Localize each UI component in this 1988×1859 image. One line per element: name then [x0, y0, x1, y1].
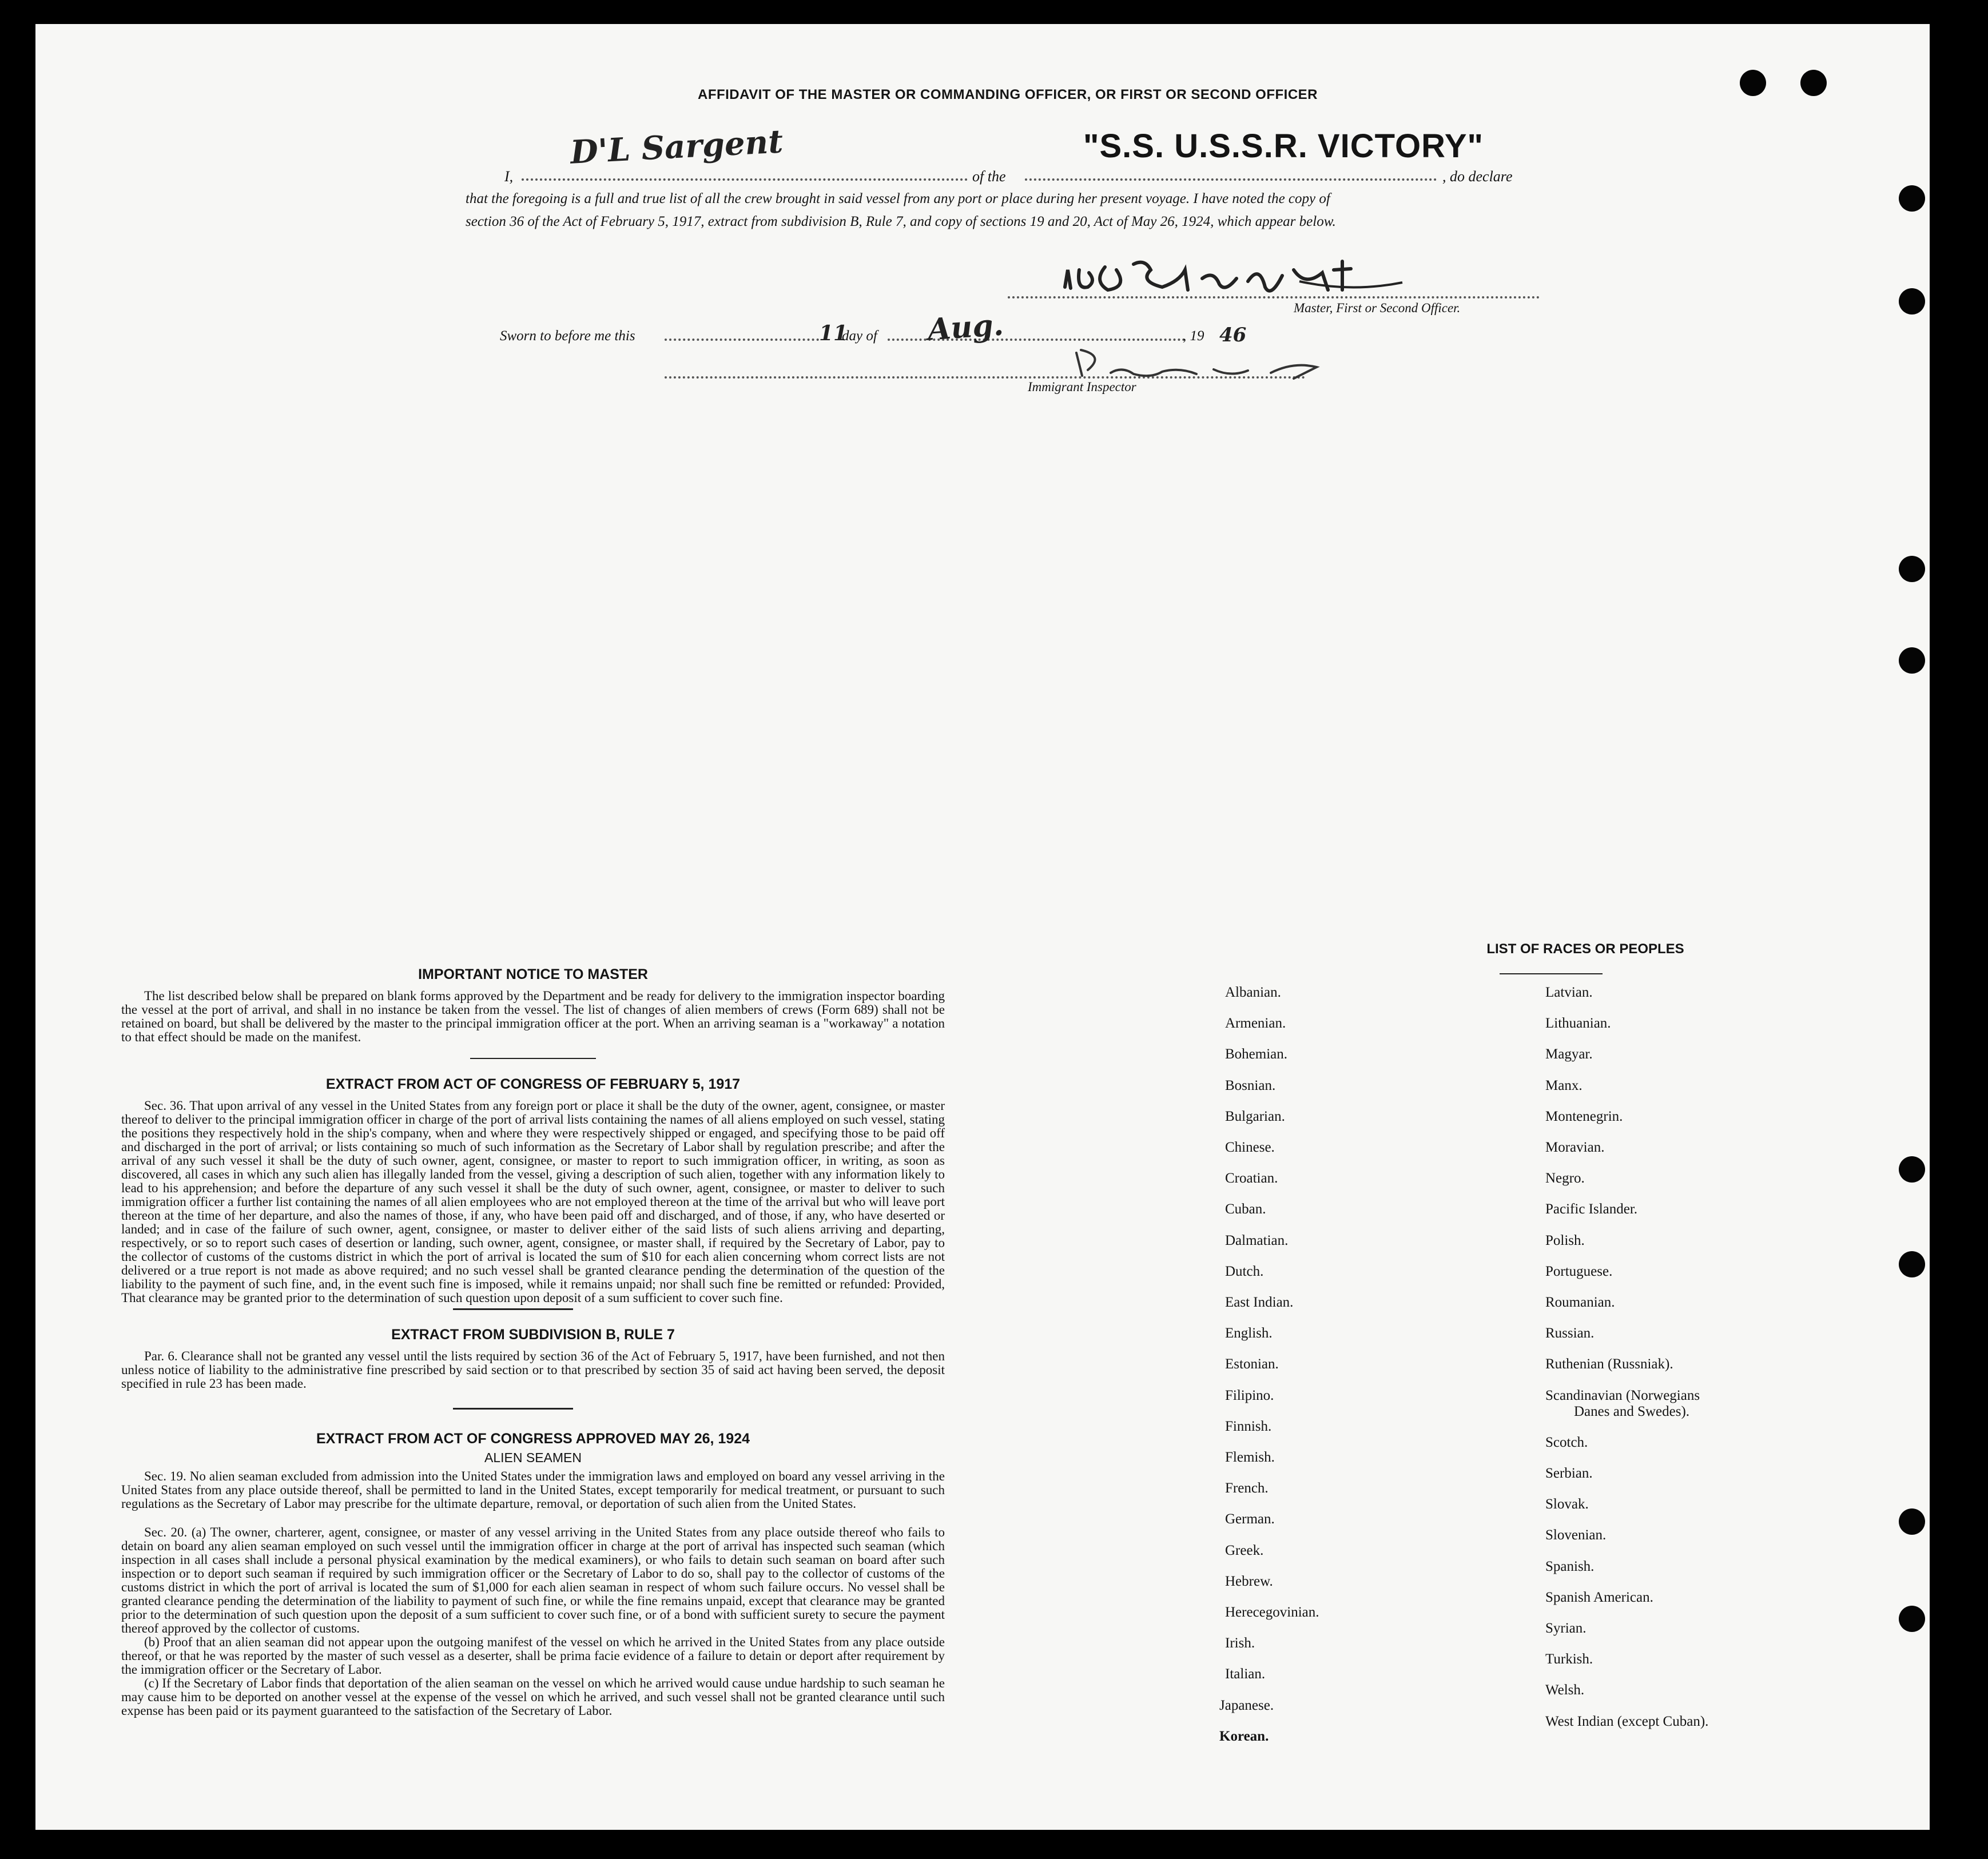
- punch-hole: [1899, 185, 1925, 212]
- race-item: Korean.: [1219, 1728, 1269, 1744]
- day-of-label: day of: [842, 328, 877, 344]
- race-item: Estonian.: [1225, 1356, 1279, 1372]
- race-item: Dutch.: [1225, 1263, 1264, 1279]
- name-dotted-line: [522, 178, 968, 181]
- race-item: Magyar.: [1545, 1046, 1593, 1062]
- races-title: LIST OF RACES OR PEOPLES: [1486, 941, 1684, 957]
- race-item: Polish.: [1545, 1232, 1585, 1248]
- race-item: Japanese.: [1219, 1697, 1274, 1713]
- race-item: Spanish.: [1545, 1558, 1595, 1574]
- race-item: Italian.: [1225, 1666, 1266, 1682]
- master-caption: Master, First or Second Officer.: [1294, 301, 1461, 315]
- extract-1924-sec20a: Sec. 20. (a) The owner, charterer, agent, consignee, or master of any vessel arriving in the United States from any place outside thereof who fails to detain on board any alien seaman employed on such vessel until the immigration officer in charge at the port of arrival has inspected such seaman (which inspection in all cases shall include a personal physical examination by the medical examiners), or who fails to detain such seaman on board after such inspection or to deport such seaman if required by such immigration officer or the Secretary of Labor to do so, shall pay to the collector of customs of the customs district in which the port of arrival is located the sum of $1,000 for each alien seaman in respect of whom such failure occurs. No vessel shall be granted clearance pending the determination of the liability to payment of such fine, or while the fine remains unpaid, except that clearance may be granted prior to the determination of such question upon the deposit of a sum sufficient to cover such fine, or of a bond with sufficient surety to secure the payment thereof approved by the collector of customs.: [121, 1525, 945, 1635]
- of-the-label: of the: [972, 168, 1006, 185]
- race-item: Flemish.: [1225, 1450, 1275, 1465]
- race-item: Russian.: [1545, 1325, 1595, 1341]
- do-declare-label: , do declare: [1442, 168, 1513, 185]
- extract-rule7-text: Par. 6. Clearance shall not be granted any vessel until the lists required by section 36 of the Act of February 5, 1917, have been furnished, and not then unless notice of liability to the administrative fine prescribed by said section or to that prescribed by section 35 of said act having been served, the deposit specified in rule 23 has been made.: [121, 1349, 945, 1391]
- race-item: Slovenian.: [1545, 1527, 1607, 1543]
- race-item: Bohemian.: [1225, 1046, 1288, 1062]
- race-item: Portuguese.: [1545, 1263, 1613, 1279]
- punch-hole: [1740, 70, 1766, 96]
- race-item: Chinese.: [1225, 1140, 1275, 1155]
- race-item: Slovak.: [1545, 1496, 1589, 1512]
- punch-hole: [1899, 288, 1925, 315]
- section-divider: [453, 1308, 573, 1310]
- vessel-name: "S.S. U.S.S.R. VICTORY": [1083, 128, 1484, 165]
- race-item: Scotch.: [1545, 1434, 1588, 1450]
- race-item: Ruthenian (Russniak).: [1545, 1356, 1673, 1372]
- race-item: Negro.: [1545, 1171, 1585, 1187]
- extract-1924-title: EXTRACT FROM ACT OF CONGRESS APPROVED MAY 26, 1924: [316, 1431, 750, 1447]
- race-item: Finnish.: [1225, 1418, 1272, 1434]
- document-page: [35, 24, 1930, 1830]
- race-item: French.: [1225, 1480, 1269, 1496]
- i-label: I,: [504, 168, 514, 185]
- punch-hole: [1899, 1251, 1925, 1277]
- race-item: German.: [1225, 1511, 1275, 1527]
- section-divider: [470, 1058, 596, 1059]
- race-item: Croatian.: [1225, 1171, 1278, 1187]
- race-item: Moravian.: [1545, 1140, 1605, 1155]
- race-item: Danes and Swedes).: [1574, 1403, 1690, 1419]
- year-prefix: , 19: [1183, 328, 1204, 344]
- race-item: Irish.: [1225, 1635, 1255, 1651]
- vessel-dotted-line: [1025, 178, 1437, 181]
- race-item: East Indian.: [1225, 1295, 1294, 1310]
- handwritten-name: D'L Sargent: [569, 122, 784, 172]
- inspector-caption: Immigrant Inspector: [1028, 380, 1136, 394]
- extract-1917-title: EXTRACT FROM ACT OF CONGRESS OF FEBRUARY 5, 1917: [325, 1076, 741, 1092]
- race-item: Albanian.: [1225, 985, 1281, 1000]
- extract-1924-sec19: Sec. 19. No alien seaman excluded from admission into the United States under the immigration laws and employed on board any vessel arriving in the United States from any place outside thereof, shall be permitted to land in the United States, except temporarily for medical treatment, or pursuant to such regulations as the Secretary of Labor may prescribe for the ultimate departure, removal, or deportation of such alien from the United States.: [121, 1469, 945, 1511]
- punch-hole: [1800, 70, 1827, 96]
- race-item: Montenegrin.: [1545, 1108, 1623, 1124]
- extract-1924-subtitle: ALIEN SEAMEN: [484, 1450, 582, 1465]
- race-item: Scandinavian (Norwegians: [1545, 1387, 1700, 1403]
- notice-text: The list described below shall be prepared on blank forms approved by the Department and be ready for delivery to the immigration inspector boarding the vessel at the port of arrival, and shall in no instance be taken from the vessel. The list of changes of alien members of crews (Form 689) shall not be retained on board, but shall be delivered by the master to the principal immigration officer at the port. When an arriving seaman is a "workaway" a notation to that effect should be made on the manifest.: [121, 989, 945, 1044]
- race-item: Serbian.: [1545, 1466, 1593, 1481]
- race-item: Roumanian.: [1545, 1295, 1615, 1310]
- section-divider: [453, 1408, 573, 1410]
- sworn-month: Aug.: [927, 307, 1005, 348]
- race-item: West Indian (except Cuban).: [1545, 1713, 1709, 1729]
- race-item: Armenian.: [1225, 1016, 1286, 1032]
- race-item: Filipino.: [1225, 1387, 1274, 1403]
- race-item: Herecegovinian.: [1225, 1605, 1319, 1620]
- race-item: Spanish American.: [1545, 1589, 1653, 1605]
- extract-1924-sec20b: (b) Proof that an alien seaman did not appear upon the outgoing manifest of the vessel on which he arrived in the United States from any place outside thereof, or that he was reported by the master of such vessel as a deserter, shall be prima facie evidence of a failure to detain or deport after requirement by the immigration officer or the Secretary of Labor.: [121, 1635, 945, 1677]
- race-item: Bulgarian.: [1225, 1108, 1285, 1124]
- races-divider: [1500, 973, 1603, 974]
- punch-hole: [1899, 1156, 1925, 1183]
- race-item: Manx.: [1545, 1077, 1583, 1093]
- race-item: Turkish.: [1545, 1651, 1593, 1667]
- punch-hole: [1899, 1508, 1925, 1535]
- sworn-label: Sworn to before me this: [500, 328, 635, 344]
- sworn-day: 11: [819, 321, 848, 345]
- punch-hole: [1899, 1606, 1925, 1632]
- affidavit-line-2: that the foregoing is a full and true list of all the crew brought in said vessel from any port or place during her present voyage. I have noted the copy of: [466, 191, 1330, 206]
- affidavit-title: AFFIDAVIT OF THE MASTER OR COMMANDING OFFICER, OR FIRST OR SECOND OFFICER: [697, 87, 1318, 102]
- extract-1924-sec20c: (c) If the Secretary of Labor finds that deportation of the alien seaman on the vessel on which he arrived would cause undue hardship to such seaman he may cause him to be deported on another vessel at the expense of the vessel on which he arrived, and such vessel shall not be granted clearance until such expense has been paid or its payment guaranteed to the satisfaction of the Secretary of Labor.: [121, 1676, 945, 1718]
- race-item: Hebrew.: [1225, 1573, 1273, 1589]
- punch-hole: [1899, 647, 1925, 674]
- race-item: Syrian.: [1545, 1621, 1587, 1636]
- race-item: Bosnian.: [1225, 1077, 1276, 1093]
- race-item: Cuban.: [1225, 1201, 1266, 1217]
- punch-hole: [1899, 556, 1925, 582]
- race-item: Pacific Islander.: [1545, 1201, 1638, 1217]
- master-signature-line: [1008, 296, 1540, 298]
- race-item: Dalmatian.: [1225, 1232, 1289, 1248]
- notice-title: IMPORTANT NOTICE TO MASTER: [418, 966, 648, 982]
- affidavit-line-3: section 36 of the Act of February 5, 1917, extract from subdivision B, Rule 7, and copy of sections 19 and 20, Act of May 26, 1924, which appear below.: [466, 214, 1336, 229]
- sworn-day-line: [665, 339, 819, 341]
- race-item: Lithuanian.: [1545, 1016, 1611, 1032]
- race-item: Greek.: [1225, 1542, 1264, 1558]
- race-item: English.: [1225, 1325, 1273, 1341]
- race-item: Latvian.: [1545, 985, 1593, 1000]
- race-item: Welsh.: [1545, 1682, 1585, 1698]
- sworn-year: 46: [1219, 324, 1247, 347]
- extract-rule7-title: EXTRACT FROM SUBDIVISION B, RULE 7: [391, 1327, 675, 1343]
- extract-1917-text: Sec. 36. That upon arrival of any vessel in the United States from any foreign port or place it shall be the duty of the owner, agent, consignee, or master thereof to deliver to the principal immigration officer in charge of the port of arrival lists containing the names of all aliens employed on such vessel, stating the positions they respectively hold in the ship's company, when and where they were respectively shipped or engaged, and specifying those to be paid off and discharged in the port of arrival; or lists containing so much of such information as the Secretary of Labor shall by regulation prescribe; and after the arrival of any such vessel it shall be the duty of such owner, agent, consignee, or master to report to such immigration officer, in writing, as soon as discovered, all cases in which any such alien has illegally landed from the vessel, giving a description of such alien, together with any information likely to lead to his apprehension; and before the departure of any such vessel it shall be the duty of such owner, agent, consignee, or master to deliver to such immigration officer a further list containing the names of all alien employees who are not employed thereon at the time of the arrival but who will leave port thereon at the time of her departure, and also the names of those, if any, who have been paid off and discharged, and of those, if any, who have deserted or landed; and in case of the failure of such owner, agent, consignee, or master to deliver either of the said lists of such aliens arriving and departing, respectively, or so to report such cases of desertion or landing, such owner, agent, consignee, or master shall, if required by the Secretary of Labor, pay to the collector of customs of the customs district in which the port of arrival is located the sum of $10 for each alien concerning whom correct lists are not delivered or a true report is not made as above required; and no such vessel shall be granted clearance pending the determination of the question of the liability to the payment of such fine, and, in the event such fine is imposed, while it remains unpaid; nor shall such fine be remitted or refunded: Provided, That clearance may be granted prior to the determination of such question upon deposit of a sum sufficient to cover such fine.: [121, 1098, 945, 1305]
